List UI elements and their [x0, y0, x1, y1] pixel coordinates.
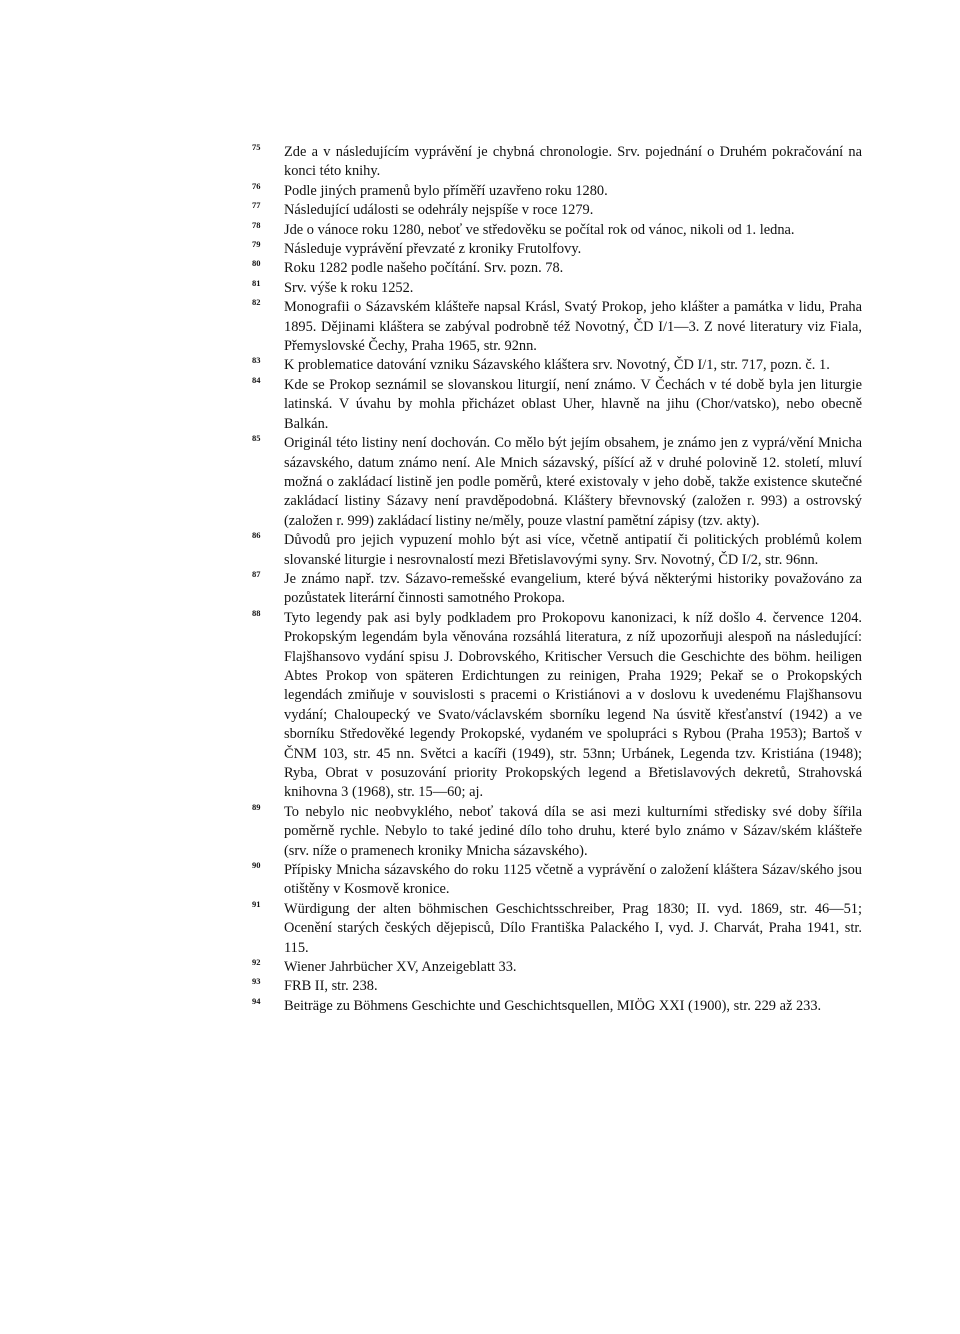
footnote-93	[252, 977, 862, 996]
footnote-text: Originál této listiny není dochován. Co mělo být jejím obsahem, je známo jen z vyprá/vění Mnicha sázavského, datum známo není. Ale Mnich sázavský, píšící až v druhé polovině 12. století, mluví možná o zakládací listině jen podle poměrů, které existovaly v jeho době, takže existence skutečné zakládací listiny Sázavy není pravděpodobná. Kláštery břevnovský (založen r. 993) a ostrovský (založen r. 999) zakládací listiny ne/měly, pouze vlastní pamětní zápisy (tzv. akty).	[284, 435, 862, 529]
footnote-text: Kde se Prokop seznámil se slovanskou liturgií, není známo. V Čechách v té době byla jen liturgie latinská. V úvahu by mohla přicházet oblast Uher, hlavně na jihu (Chor/vatsko), nebo obecně Balkán.	[284, 376, 862, 432]
footnote-number: 85	[252, 433, 261, 444]
footnote-text: FRB II, str. 238.	[284, 978, 378, 995]
footnote-number: 84	[252, 374, 261, 385]
footnote-text: Přípisky Mnicha sázavského do roku 1125 včetně a vyprávění o založení kláštera Sázav/ského jsou otištěny v Kosmově kronice.	[284, 862, 862, 898]
footnote-number: 89	[252, 801, 261, 812]
footnote-84	[252, 376, 862, 434]
footnote-78	[252, 221, 862, 240]
footnote-number: 76	[252, 180, 261, 191]
footnote-text: Roku 1282 podle našeho počítání. Srv. pozn. 78.	[284, 260, 564, 277]
footnote-92	[252, 958, 862, 977]
footnote-77	[252, 201, 862, 220]
footnote-number: 90	[252, 860, 261, 871]
footnote-91	[252, 900, 862, 958]
footnote-number: 78	[252, 219, 261, 230]
footnote-81	[252, 279, 862, 298]
footnote-text: Tyto legendy pak asi byly podkladem pro Prokopovu kanonizaci, k níž došlo 4. července 1204. Prokopským legendám byla věnována rozsáhlá literatura, z níž upozorňuji alespoň na následující: Flajšhansovo vydání spisu J. Dobrovského, Kritischer Versuch die Geschichte des böhm. heiligen Abtes Prokop von späteren Erdichtungen zu reinigen, Praha 1929; Pekař se o Prokopských legendách zmiňuje v souvislosti s pracemi o Kristiánovi a v doslovu k uvedenému Flajšhansovu vydání; Chaloupecký ve Svato/václavském sborníku legend Na úsvitě křesťanství (1942) a ve sborníku Středověké legendy Prokopské, vydaném ve spolupráci s Rybou (Praha 1953); Bartoš v ČNM 103, str. 45 nn. Světci a kacíři (1949), str. 53nn; Urbánek, Legenda tzv. Kristiána (1948); Ryba, Obrat v posuzování priority Prokopských legend a Břetislavových dekretů, Strahovská knihovna 3 (1968), str. 15—60; aj.	[284, 609, 862, 801]
footnote-number: 94	[252, 995, 261, 1006]
footnote-text: Podle jiných pramenů bylo příměří uzavřeno roku 1280.	[284, 182, 608, 199]
footnote-text: Beiträge zu Böhmens Geschichte und Geschichtsquellen, MIÖG XXI (1900), str. 229 až 233.	[284, 997, 822, 1014]
footnote-86	[252, 531, 862, 570]
footnote-number: 91	[252, 898, 261, 909]
footnotes-list	[252, 143, 862, 1016]
footnote-number: 75	[252, 142, 261, 152]
footnote-number: 81	[252, 277, 261, 288]
footnote-76	[252, 182, 862, 201]
footnote-text: Srv. výše k roku 1252.	[284, 279, 414, 296]
footnote-text: Následuje vyprávění převzaté z kroniky Frutolfovy.	[284, 241, 582, 258]
footnote-text: Je známo např. tzv. Sázavo-remešské evangelium, které bývá některými historiky považováno za pozůstatek literární činnosti samotného Prokopa.	[284, 570, 862, 607]
footnote-text: Würdigung der alten böhmischen Geschichtsschreiber, Prag 1830; II. vyd. 1869, str. 46—51; Ocenění starých českých dějepisců, Dílo Františka Palackého I, vyd. J. Charvát, Praha 1941, str. 115.	[284, 900, 862, 956]
footnote-number: 82	[252, 297, 261, 308]
footnote-number: 92	[252, 957, 261, 968]
footnote-text: To nebylo nic neobvyklého, neboť taková díla se asi mezi kulturními středisky své doby šířila poměrně rychle. Nebylo to také jediné dílo toho druhu, které bylo známo v Sázav/ském klášteře (srv. níže o pramenech kroniky Mnicha sázavského).	[284, 803, 862, 859]
footnote-text: Zde a v následujícím vyprávění je chybná chronologie. Srv. pojednání o Druhém pokračování na konci této knihy.	[284, 144, 862, 180]
footnote-90	[252, 861, 862, 900]
footnote-text: Následující události se odehrály nejspíše v roce 1279.	[284, 202, 594, 219]
footnote-number: 88	[252, 607, 261, 618]
footnote-text: K problematice datování vzniku Sázavského kláštera srv. Novotný, ČD I/1, str. 717, pozn. č. 1.	[284, 357, 830, 374]
footnote-text: Jde o vánoce roku 1280, neboť ve středověku se počítal rok od vánoc, nikoli od 1. ledna.	[284, 221, 795, 238]
footnote-text: Wiener Jahrbücher XV, Anzeigeblatt 33.	[284, 959, 517, 976]
footnote-text: Monografii o Sázavském klášteře napsal Krásl, Svatý Prokop, jeho klášter a památka v lidu, Praha 1895. Dějinami kláštera se zabýval podrobně též Novotný, ČD I/1—3. Z nové literatury viz Fiala, Přemyslovské Čechy, Praha 1965, str. 92nn.	[284, 299, 862, 355]
footnote-number: 80	[252, 258, 261, 269]
footnote-88	[252, 609, 862, 803]
footnote-80	[252, 259, 862, 278]
footnote-number: 77	[252, 200, 261, 211]
footnote-82	[252, 298, 862, 356]
footnote-number: 83	[252, 355, 261, 366]
footnote-number: 79	[252, 239, 261, 250]
footnote-85	[252, 434, 862, 531]
footnote-text: Důvodů pro jejich vypuzení mohlo být asi více, včetně antipatií či politických problémů kolem slovanské liturgie i nesrovnalostí mezi Břetislavovými syny. Srv. Novotný, ČD I/2, str. 96nn.	[284, 532, 862, 568]
footnote-94	[252, 997, 862, 1016]
footnote-number: 87	[252, 568, 261, 579]
footnote-87	[252, 570, 862, 609]
footnote-number: 86	[252, 530, 261, 541]
footnote-89	[252, 803, 862, 861]
footnote-83	[252, 356, 862, 375]
footnote-number: 93	[252, 976, 261, 987]
footnote-79	[252, 240, 862, 259]
footnote-75	[252, 143, 862, 182]
